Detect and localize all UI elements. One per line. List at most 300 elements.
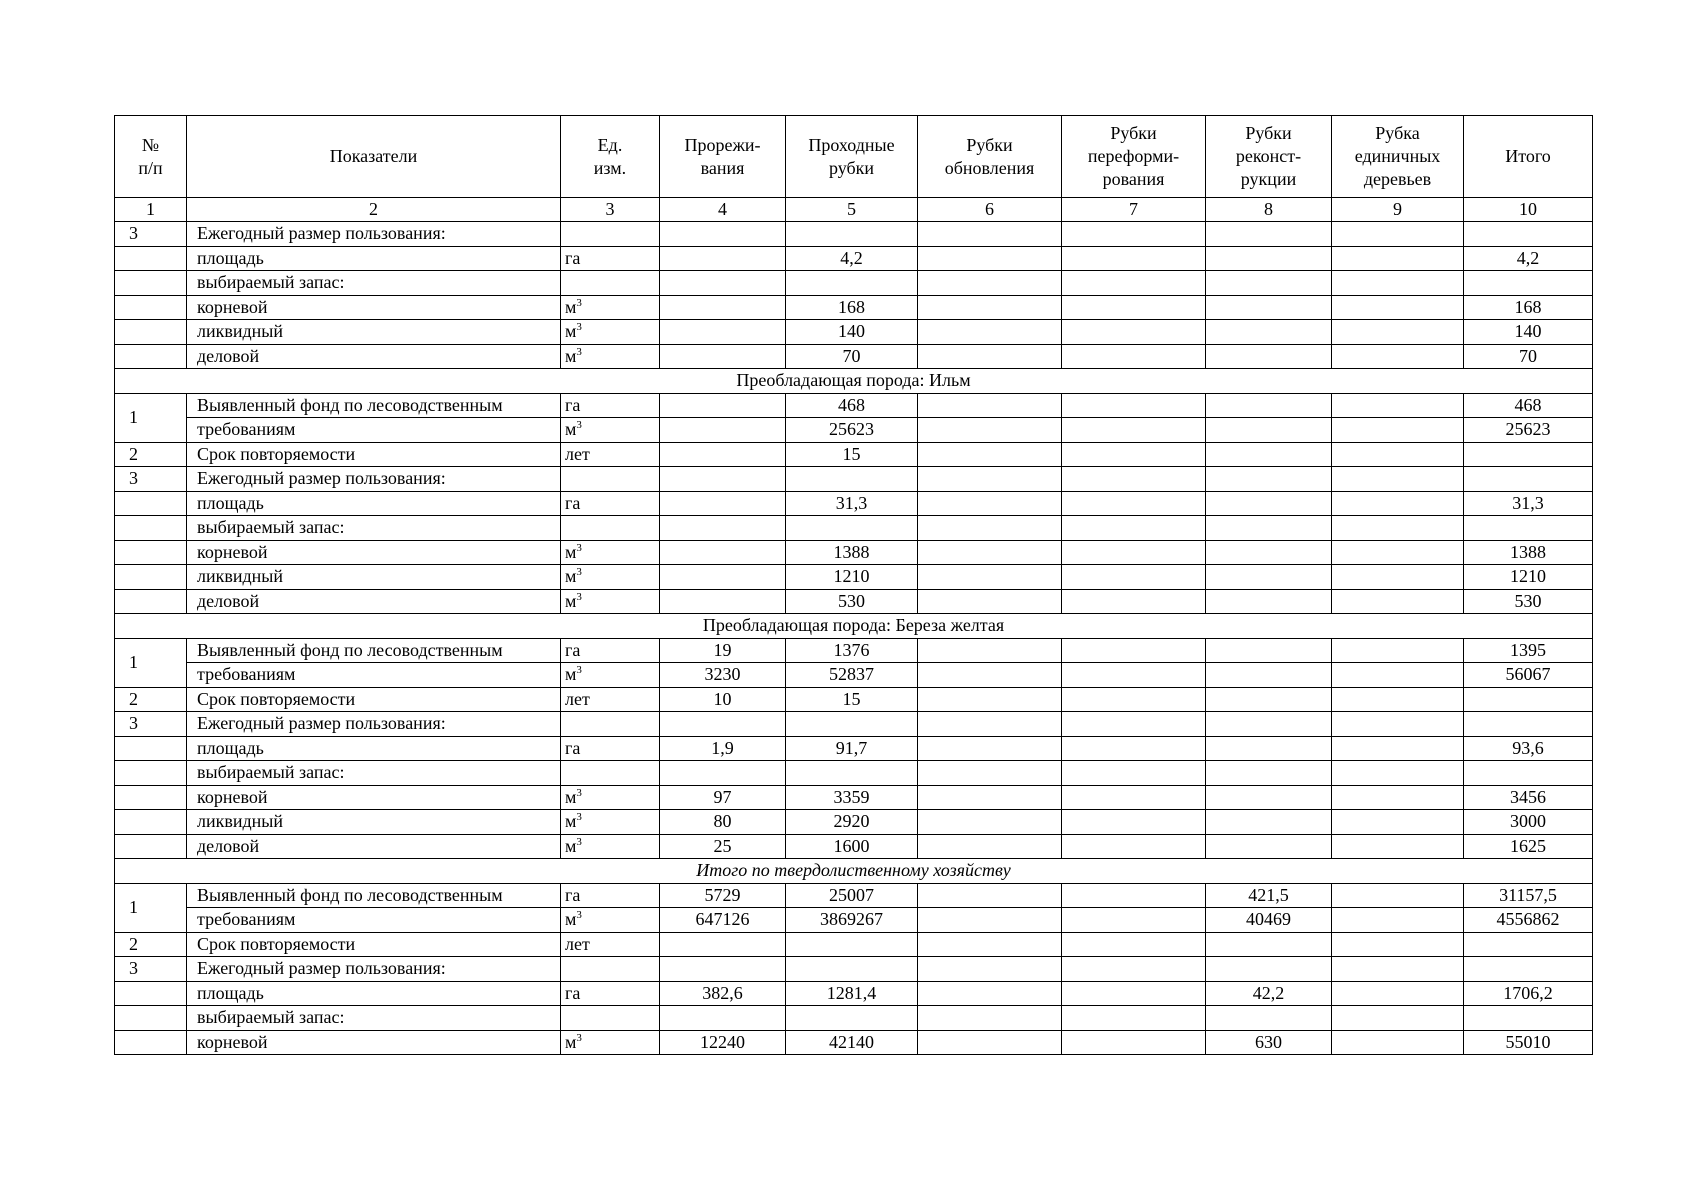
column-number-8: 8 <box>1206 198 1332 222</box>
thinning-value <box>660 320 786 345</box>
reformation-cutting-value <box>1062 516 1206 541</box>
total-value <box>1464 271 1593 296</box>
section-title: Преобладающая порода: Береза желтая <box>115 614 1593 639</box>
total-value: 168 <box>1464 295 1593 320</box>
table-row <box>115 320 1593 345</box>
row-label: площадь <box>187 736 561 761</box>
reformation-cutting-value <box>1062 712 1206 737</box>
single-tree-cutting-value <box>1332 271 1464 296</box>
row-label: ликвидный <box>187 320 561 345</box>
reconstruction-cutting-value: 630 <box>1206 1030 1332 1055</box>
section-row <box>115 859 1593 884</box>
table-row <box>115 344 1593 369</box>
reformation-cutting-value <box>1062 687 1206 712</box>
unit-cell: га <box>561 981 660 1006</box>
row-label: деловой <box>187 589 561 614</box>
unit-cell <box>561 467 660 492</box>
row-label: корневой <box>187 295 561 320</box>
reformation-cutting-value <box>1062 589 1206 614</box>
reconstruction-cutting-value <box>1206 834 1332 859</box>
row-number: 2 <box>115 687 187 712</box>
single-tree-cutting-value <box>1332 932 1464 957</box>
forest-use-table <box>114 115 1593 1055</box>
reconstruction-cutting-value <box>1206 246 1332 271</box>
thinning-value <box>660 761 786 786</box>
unit-cell: га <box>561 736 660 761</box>
reconstruction-cutting-value <box>1206 467 1332 492</box>
total-value: 70 <box>1464 344 1593 369</box>
thinning-value <box>660 467 786 492</box>
single-tree-cutting-value <box>1332 540 1464 565</box>
row-number <box>115 271 187 296</box>
reformation-cutting-value <box>1062 344 1206 369</box>
reformation-cutting-value <box>1062 663 1206 688</box>
section-row <box>115 614 1593 639</box>
row-number: 2 <box>115 442 187 467</box>
renewal-cutting-value <box>918 761 1062 786</box>
row-number: 2 <box>115 932 187 957</box>
thinning-value: 5729 <box>660 883 786 908</box>
reconstruction-cutting-value: 40469 <box>1206 908 1332 933</box>
reformation-cutting-value <box>1062 1006 1206 1031</box>
table-row <box>115 663 1593 688</box>
row-number <box>115 491 187 516</box>
renewal-cutting-value <box>918 834 1062 859</box>
total-value: 55010 <box>1464 1030 1593 1055</box>
thinning-value: 382,6 <box>660 981 786 1006</box>
thinning-value <box>660 271 786 296</box>
total-value: 31,3 <box>1464 491 1593 516</box>
row-number <box>115 320 187 345</box>
renewal-cutting-value <box>918 442 1062 467</box>
reformation-cutting-value <box>1062 785 1206 810</box>
unit-cell: $м^3$ <box>561 663 660 688</box>
thinning-value <box>660 957 786 982</box>
single-tree-cutting-value <box>1332 810 1464 835</box>
unit-cell: лет <box>561 687 660 712</box>
single-tree-cutting-value <box>1332 712 1464 737</box>
unit-cell: $м^3$ <box>561 344 660 369</box>
reformation-cutting-value <box>1062 761 1206 786</box>
row-label: Выявленный фонд по лесоводственным <box>187 393 561 418</box>
thinning-value <box>660 418 786 443</box>
renewal-cutting-value <box>918 810 1062 835</box>
table-row <box>115 908 1593 933</box>
table-row <box>115 442 1593 467</box>
unit-cell: $м^3$ <box>561 589 660 614</box>
table-body <box>115 198 1593 1055</box>
row-number <box>115 981 187 1006</box>
reformation-cutting-value <box>1062 736 1206 761</box>
section-title: Итого по твердолиственному хозяйству <box>115 859 1593 884</box>
unit-cell: $м^3$ <box>561 295 660 320</box>
reconstruction-cutting-value <box>1206 222 1332 247</box>
total-value: 1625 <box>1464 834 1593 859</box>
thinning-value <box>660 565 786 590</box>
passage-cutting-value: 70 <box>786 344 918 369</box>
thinning-value <box>660 442 786 467</box>
passage-cutting-value: 31,3 <box>786 491 918 516</box>
row-label: Выявленный фонд по лесоводственным <box>187 638 561 663</box>
total-value: 530 <box>1464 589 1593 614</box>
reconstruction-cutting-value <box>1206 516 1332 541</box>
renewal-cutting-value <box>918 565 1062 590</box>
total-value <box>1464 1006 1593 1031</box>
single-tree-cutting-value <box>1332 981 1464 1006</box>
table-row <box>115 736 1593 761</box>
thinning-value <box>660 1006 786 1031</box>
reformation-cutting-value <box>1062 957 1206 982</box>
renewal-cutting-value <box>918 295 1062 320</box>
thinning-value <box>660 516 786 541</box>
table-row <box>115 491 1593 516</box>
unit-cell: $м^3$ <box>561 320 660 345</box>
unit-cell <box>561 516 660 541</box>
reconstruction-cutting-value: 42,2 <box>1206 981 1332 1006</box>
total-value: 56067 <box>1464 663 1593 688</box>
table-row <box>115 516 1593 541</box>
unit-cell: лет <box>561 442 660 467</box>
renewal-cutting-value <box>918 712 1062 737</box>
table-header <box>115 116 1593 198</box>
reconstruction-cutting-value <box>1206 785 1332 810</box>
row-label: выбираемый запас: <box>187 271 561 296</box>
reconstruction-cutting-value <box>1206 1006 1332 1031</box>
reconstruction-cutting-value <box>1206 565 1332 590</box>
thinning-value <box>660 932 786 957</box>
passage-cutting-value: 52837 <box>786 663 918 688</box>
total-value: 25623 <box>1464 418 1593 443</box>
thinning-value <box>660 222 786 247</box>
reformation-cutting-value <box>1062 467 1206 492</box>
single-tree-cutting-value <box>1332 687 1464 712</box>
total-value <box>1464 442 1593 467</box>
reformation-cutting-value <box>1062 222 1206 247</box>
single-tree-cutting-value <box>1332 418 1464 443</box>
unit-cell: $м^3$ <box>561 418 660 443</box>
row-label: требованиям <box>187 418 561 443</box>
reformation-cutting-value <box>1062 883 1206 908</box>
column-number-4: 4 <box>660 198 786 222</box>
row-number: 3 <box>115 222 187 247</box>
reformation-cutting-value <box>1062 442 1206 467</box>
row-label: Ежегодный размер пользования: <box>187 957 561 982</box>
section-title: Преобладающая порода: Ильм <box>115 369 1593 394</box>
reconstruction-cutting-value <box>1206 712 1332 737</box>
table-row <box>115 393 1593 418</box>
reformation-cutting-value <box>1062 834 1206 859</box>
single-tree-cutting-value <box>1332 442 1464 467</box>
passage-cutting-value: 91,7 <box>786 736 918 761</box>
column-number-3: 3 <box>561 198 660 222</box>
passage-cutting-value: 15 <box>786 442 918 467</box>
table-row <box>115 271 1593 296</box>
row-label: выбираемый запас: <box>187 761 561 786</box>
total-value: 1706,2 <box>1464 981 1593 1006</box>
unit-cell: $м^3$ <box>561 565 660 590</box>
passage-cutting-value <box>786 516 918 541</box>
unit-cell <box>561 222 660 247</box>
thinning-value: 10 <box>660 687 786 712</box>
row-number: 1 <box>115 883 187 932</box>
unit-cell: га <box>561 491 660 516</box>
total-value: 4556862 <box>1464 908 1593 933</box>
passage-cutting-value <box>786 932 918 957</box>
thinning-value: 80 <box>660 810 786 835</box>
renewal-cutting-value <box>918 736 1062 761</box>
unit-cell: га <box>561 883 660 908</box>
total-value <box>1464 467 1593 492</box>
row-number <box>115 810 187 835</box>
passage-cutting-value: 140 <box>786 320 918 345</box>
row-label: корневой <box>187 1030 561 1055</box>
thinning-value <box>660 246 786 271</box>
single-tree-cutting-value <box>1332 1030 1464 1055</box>
row-number <box>115 246 187 271</box>
column-header-9: Рубка единичных деревьев <box>1332 116 1464 198</box>
renewal-cutting-value <box>918 957 1062 982</box>
row-number <box>115 834 187 859</box>
reconstruction-cutting-value <box>1206 320 1332 345</box>
unit-cell <box>561 712 660 737</box>
renewal-cutting-value <box>918 1006 1062 1031</box>
thinning-value: 25 <box>660 834 786 859</box>
table-row <box>115 785 1593 810</box>
unit-cell: лет <box>561 932 660 957</box>
passage-cutting-value: 25623 <box>786 418 918 443</box>
passage-cutting-value: 530 <box>786 589 918 614</box>
table-row <box>115 540 1593 565</box>
unit-cell: га <box>561 638 660 663</box>
row-number <box>115 589 187 614</box>
column-header-2: Показатели <box>187 116 561 198</box>
column-number-10: 10 <box>1464 198 1593 222</box>
row-number: 1 <box>115 638 187 687</box>
column-header-3: Ед. изм. <box>561 116 660 198</box>
single-tree-cutting-value <box>1332 516 1464 541</box>
row-label: площадь <box>187 246 561 271</box>
passage-cutting-value: 1210 <box>786 565 918 590</box>
table-row <box>115 687 1593 712</box>
passage-cutting-value: 468 <box>786 393 918 418</box>
single-tree-cutting-value <box>1332 663 1464 688</box>
row-label: Выявленный фонд по лесоводственным <box>187 883 561 908</box>
reformation-cutting-value <box>1062 932 1206 957</box>
single-tree-cutting-value <box>1332 565 1464 590</box>
single-tree-cutting-value <box>1332 736 1464 761</box>
reformation-cutting-value <box>1062 491 1206 516</box>
passage-cutting-value: 3869267 <box>786 908 918 933</box>
column-number-2: 2 <box>187 198 561 222</box>
unit-cell: $м^3$ <box>561 785 660 810</box>
row-number <box>115 516 187 541</box>
renewal-cutting-value <box>918 1030 1062 1055</box>
renewal-cutting-value <box>918 516 1062 541</box>
reconstruction-cutting-value: 421,5 <box>1206 883 1332 908</box>
passage-cutting-value: 25007 <box>786 883 918 908</box>
unit-cell: $м^3$ <box>561 810 660 835</box>
total-value <box>1464 222 1593 247</box>
thinning-value: 19 <box>660 638 786 663</box>
reformation-cutting-value <box>1062 295 1206 320</box>
row-number <box>115 785 187 810</box>
renewal-cutting-value <box>918 393 1062 418</box>
passage-cutting-value <box>786 271 918 296</box>
row-number <box>115 1030 187 1055</box>
thinning-value <box>660 295 786 320</box>
row-label: площадь <box>187 491 561 516</box>
single-tree-cutting-value <box>1332 957 1464 982</box>
table-row <box>115 810 1593 835</box>
passage-cutting-value: 1376 <box>786 638 918 663</box>
renewal-cutting-value <box>918 908 1062 933</box>
reconstruction-cutting-value <box>1206 271 1332 296</box>
renewal-cutting-value <box>918 687 1062 712</box>
passage-cutting-value <box>786 467 918 492</box>
total-value <box>1464 957 1593 982</box>
reconstruction-cutting-value <box>1206 736 1332 761</box>
passage-cutting-value: 168 <box>786 295 918 320</box>
total-value: 3456 <box>1464 785 1593 810</box>
column-header-8: Рубки реконст- рукции <box>1206 116 1332 198</box>
reformation-cutting-value <box>1062 540 1206 565</box>
single-tree-cutting-value <box>1332 834 1464 859</box>
row-label: площадь <box>187 981 561 1006</box>
row-label: Срок повторяемости <box>187 687 561 712</box>
thinning-value: 647126 <box>660 908 786 933</box>
renewal-cutting-value <box>918 467 1062 492</box>
table-row <box>115 222 1593 247</box>
single-tree-cutting-value <box>1332 320 1464 345</box>
column-number-5: 5 <box>786 198 918 222</box>
table-row <box>115 981 1593 1006</box>
passage-cutting-value: 3359 <box>786 785 918 810</box>
reformation-cutting-value <box>1062 320 1206 345</box>
reconstruction-cutting-value <box>1206 418 1332 443</box>
total-value <box>1464 932 1593 957</box>
passage-cutting-value: 2920 <box>786 810 918 835</box>
row-number: 3 <box>115 467 187 492</box>
table-row <box>115 565 1593 590</box>
unit-cell: $м^3$ <box>561 540 660 565</box>
single-tree-cutting-value <box>1332 761 1464 786</box>
column-header-10: Итого <box>1464 116 1593 198</box>
reconstruction-cutting-value <box>1206 540 1332 565</box>
column-header-7: Рубки переформи- рования <box>1062 116 1206 198</box>
reconstruction-cutting-value <box>1206 957 1332 982</box>
total-value: 3000 <box>1464 810 1593 835</box>
row-label: Ежегодный размер пользования: <box>187 222 561 247</box>
row-number <box>115 565 187 590</box>
row-label: выбираемый запас: <box>187 516 561 541</box>
total-value <box>1464 761 1593 786</box>
renewal-cutting-value <box>918 981 1062 1006</box>
passage-cutting-value: 42140 <box>786 1030 918 1055</box>
column-number-1: 1 <box>115 198 187 222</box>
passage-cutting-value: 4,2 <box>786 246 918 271</box>
passage-cutting-value <box>786 712 918 737</box>
thinning-value: 1,9 <box>660 736 786 761</box>
row-label: ликвидный <box>187 810 561 835</box>
row-label: деловой <box>187 344 561 369</box>
single-tree-cutting-value <box>1332 222 1464 247</box>
total-value <box>1464 516 1593 541</box>
reconstruction-cutting-value <box>1206 932 1332 957</box>
thinning-value <box>660 393 786 418</box>
total-value: 1395 <box>1464 638 1593 663</box>
single-tree-cutting-value <box>1332 589 1464 614</box>
row-label: Ежегодный размер пользования: <box>187 467 561 492</box>
renewal-cutting-value <box>918 246 1062 271</box>
reconstruction-cutting-value <box>1206 810 1332 835</box>
row-number <box>115 1006 187 1031</box>
passage-cutting-value: 15 <box>786 687 918 712</box>
renewal-cutting-value <box>918 663 1062 688</box>
thinning-value: 97 <box>660 785 786 810</box>
table-row <box>115 246 1593 271</box>
table-row <box>115 418 1593 443</box>
table-row <box>115 932 1593 957</box>
renewal-cutting-value <box>918 589 1062 614</box>
renewal-cutting-value <box>918 883 1062 908</box>
passage-cutting-value <box>786 957 918 982</box>
row-number <box>115 540 187 565</box>
passage-cutting-value: 1281,4 <box>786 981 918 1006</box>
reformation-cutting-value <box>1062 418 1206 443</box>
table-row <box>115 295 1593 320</box>
single-tree-cutting-value <box>1332 467 1464 492</box>
row-label: требованиям <box>187 663 561 688</box>
row-number <box>115 295 187 320</box>
reformation-cutting-value <box>1062 908 1206 933</box>
thinning-value <box>660 491 786 516</box>
row-label: Срок повторяемости <box>187 442 561 467</box>
section-row <box>115 369 1593 394</box>
reformation-cutting-value <box>1062 1030 1206 1055</box>
reconstruction-cutting-value <box>1206 638 1332 663</box>
total-value: 4,2 <box>1464 246 1593 271</box>
column-header-6: Рубки обновления <box>918 116 1062 198</box>
row-label: Срок повторяемости <box>187 932 561 957</box>
row-label: корневой <box>187 540 561 565</box>
reformation-cutting-value <box>1062 565 1206 590</box>
row-label: деловой <box>187 834 561 859</box>
column-number-6: 6 <box>918 198 1062 222</box>
passage-cutting-value: 1600 <box>786 834 918 859</box>
table-row <box>115 957 1593 982</box>
single-tree-cutting-value <box>1332 883 1464 908</box>
reconstruction-cutting-value <box>1206 393 1332 418</box>
reformation-cutting-value <box>1062 981 1206 1006</box>
reconstruction-cutting-value <box>1206 761 1332 786</box>
total-value: 1388 <box>1464 540 1593 565</box>
total-value: 93,6 <box>1464 736 1593 761</box>
unit-cell: $м^3$ <box>561 834 660 859</box>
reformation-cutting-value <box>1062 810 1206 835</box>
column-header-1: № п/п <box>115 116 187 198</box>
total-value: 31157,5 <box>1464 883 1593 908</box>
reconstruction-cutting-value <box>1206 663 1332 688</box>
reformation-cutting-value <box>1062 393 1206 418</box>
passage-cutting-value <box>786 761 918 786</box>
unit-cell: га <box>561 246 660 271</box>
row-label: Ежегодный размер пользования: <box>187 712 561 737</box>
unit-cell <box>561 271 660 296</box>
reconstruction-cutting-value <box>1206 295 1332 320</box>
single-tree-cutting-value <box>1332 785 1464 810</box>
single-tree-cutting-value <box>1332 638 1464 663</box>
table-row <box>115 638 1593 663</box>
